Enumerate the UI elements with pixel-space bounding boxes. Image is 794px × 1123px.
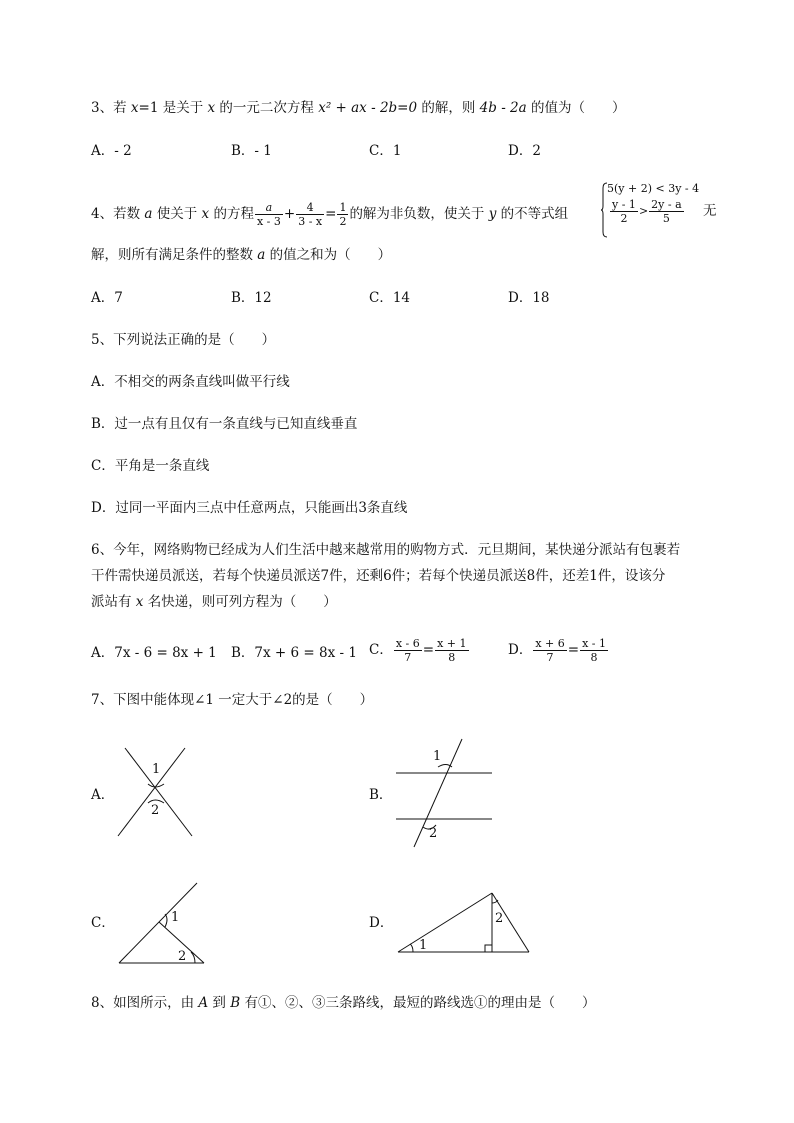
q5-option-a[interactable]: A．不相交的两条直线叫做平行线 xyxy=(91,374,290,390)
q6-stem-line3: 派站有 x 名快递，则可列方程为（ ） xyxy=(91,594,337,610)
q8-stem: 8、如图所示，由 A 到 B 有①、②、③三条路线，最短的路线选①的理由是（ ） xyxy=(91,995,596,1011)
q6-stem-line2: 干件需快递员派送，若每个快递员派送7件，还剩6件；若每个快递员派送8件，还差1件，设该分 xyxy=(91,568,666,584)
q3-option-b[interactable]: B．- 1 xyxy=(231,143,272,159)
q3-option-a[interactable]: A．- 2 xyxy=(91,143,132,159)
angle-2-label: 2 xyxy=(178,949,187,964)
q6-stem-line1: 6、今年，网络购物已经成为人们生活中越来越常用的购物方式．元旦期间，某快递分派站有包裹若 xyxy=(91,542,681,558)
q3-option-d[interactable]: D．2 xyxy=(508,143,541,159)
q3-stem: 3、若 x=1 是关于 x 的一元二次方程 x² + ax - 2b=0 的解，则 4b - 2a 的值为（ ） xyxy=(91,100,626,116)
angle-1-label: 1 xyxy=(171,910,180,925)
q7-figure-d xyxy=(395,888,535,958)
angle-2-label: 2 xyxy=(151,803,160,818)
q7-option-c-label[interactable]: C． xyxy=(91,915,115,931)
q4-option-d[interactable]: D．18 xyxy=(508,290,550,306)
angle-2-label: 2 xyxy=(495,911,504,926)
q7-option-a-label[interactable]: A． xyxy=(91,787,115,803)
q5-option-d[interactable]: D．过同一平面内三点中任意两点，只能画出3条直线 xyxy=(91,500,408,516)
q7-option-d-label[interactable]: D． xyxy=(369,915,394,931)
q4-fraction-1: $\frac{a}{x - 3}$ xyxy=(256,201,281,228)
q3-option-c[interactable]: C．1 xyxy=(369,143,402,159)
q7-figure-a xyxy=(110,740,200,840)
q6-option-a[interactable]: A．7x - 6 = 8x + 1 xyxy=(91,645,217,661)
q5-option-b[interactable]: B．过一点有且仅有一条直线与已知直线垂直 xyxy=(91,416,358,432)
q4-stem-line1: 4、若数 a 使关于 x 的方程 $\frac{a}{x - 3}$ + $\frac{4}{3 - x}$ = $\frac{1}{2}$ 的解为非负数，使关于 y 的不等式组 xyxy=(91,201,569,228)
q4-inequality-system xyxy=(601,182,701,240)
angle-1-label: 1 xyxy=(419,938,428,953)
q4-stem-tail: 无 xyxy=(703,203,717,219)
q4-option-b[interactable]: B．12 xyxy=(231,290,272,306)
q5-option-c[interactable]: C．平角是一条直线 xyxy=(91,458,210,474)
q7-option-b-label[interactable]: B． xyxy=(369,787,393,803)
q4-fraction-2: $\frac{4}{3 - x}$ xyxy=(298,201,323,228)
q7-stem: 7、下图中能体现∠1 一定大于∠2的是（ ） xyxy=(91,692,374,708)
q4-option-c[interactable]: C．14 xyxy=(369,290,411,306)
q4-option-a[interactable]: A．7 xyxy=(91,290,123,306)
q4-stem-line2: 解，则所有满足条件的整数 a 的值之和为（ ） xyxy=(91,247,392,263)
q7-figure-c xyxy=(115,880,210,970)
q4-fraction-3: $\frac{1}{2}$ xyxy=(339,201,347,228)
q7-figure-b xyxy=(390,735,500,850)
q6-option-c[interactable]: C． $\frac{x - 6}{7}$ = $\frac{x + 1}{8}$ xyxy=(369,637,467,664)
q4-inequality-2: $\frac{y - 1}{2}$ > $\frac{2y - a}{5}$ xyxy=(612,198,682,225)
angle-1-label: 1 xyxy=(152,762,161,777)
angle-1-label: 1 xyxy=(433,749,442,764)
q6-option-b[interactable]: B．7x + 6 = 8x - 1 xyxy=(231,645,357,661)
q6-option-d[interactable]: D． $\frac{x + 6}{7}$ = $\frac{x - 1}{8}$ xyxy=(508,637,606,664)
q5-stem: 5、下列说法正确的是（ ） xyxy=(91,332,276,348)
q4-inequality-1: 5(y + 2) < 3y - 4 xyxy=(607,182,700,195)
angle-2-label: 2 xyxy=(429,826,438,841)
